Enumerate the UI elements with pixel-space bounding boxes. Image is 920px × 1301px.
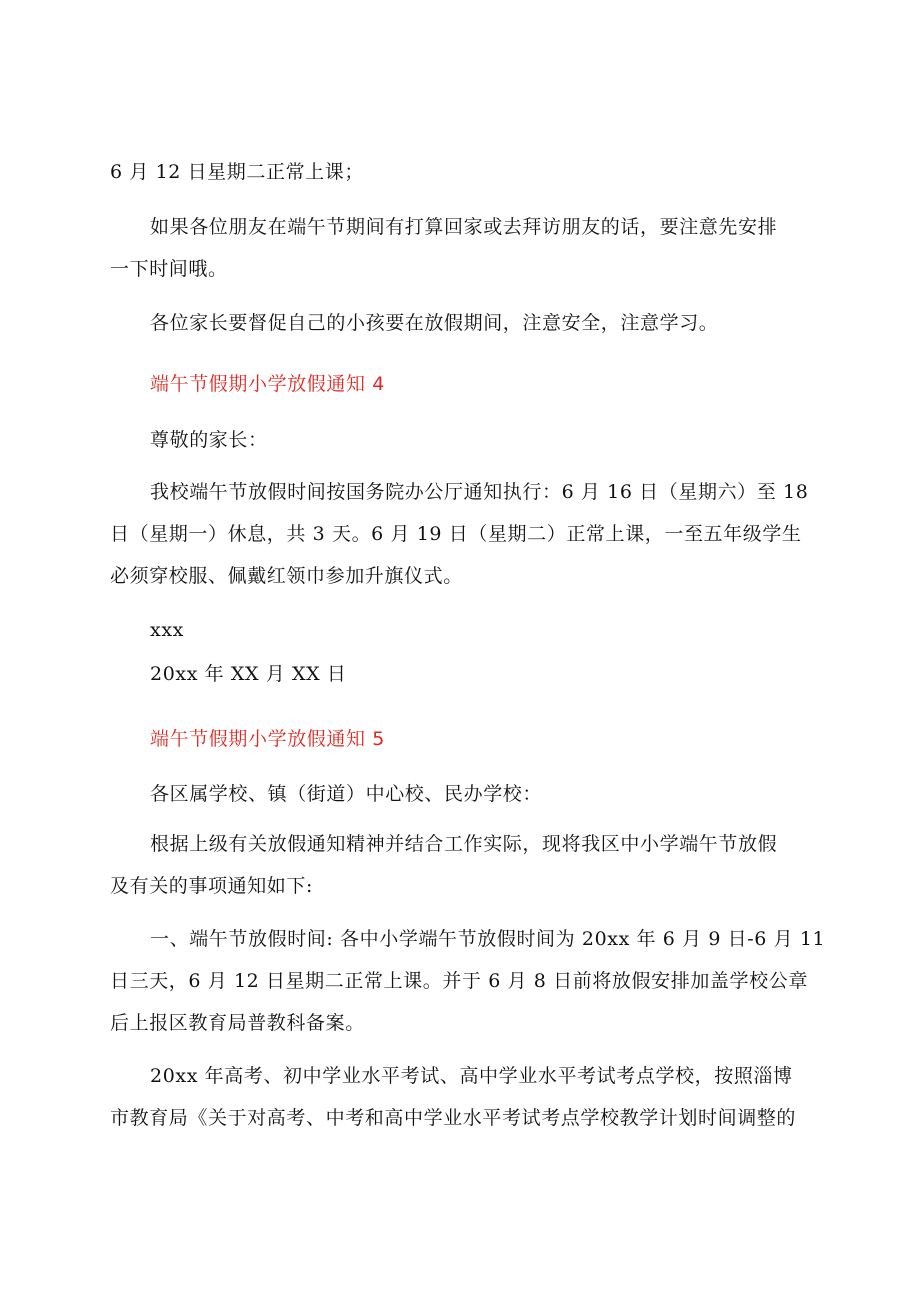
section-heading-5: 端午节假期小学放假通知 5 — [150, 728, 385, 750]
body-text-line: 如果各位朋友在端午节期间有打算回家或去拜访朋友的话，要注意先安排 — [150, 216, 778, 238]
body-text-line: 根据上级有关放假通知精神并结合工作实际，现将我区中小学端午节放假 — [150, 833, 778, 855]
body-text-line: 20xx 年高考、初中学业水平考试、高中学业水平考试考点学校，按照淄博 — [150, 1065, 793, 1087]
date-line: 20xx 年 XX 月 XX 日 — [150, 663, 347, 685]
body-text-line: 6 月 12 日星期二正常上课； — [110, 161, 364, 183]
body-text-line: 一下时间哦。 — [110, 258, 228, 280]
body-text-line: 日（星期一）休息，共 3 天。6 月 19 日（星期二）正常上课，一至五年级学生 — [110, 523, 802, 545]
body-text-line: 各位家长要督促自己的小孩要在放假期间，注意安全，注意学习。 — [150, 312, 719, 334]
body-text-line: 及有关的事项通知如下: — [110, 875, 314, 897]
body-text-line: 我校端午节放假时间按国务院办公厅通知执行：6 月 16 日（星期六）至 18 — [150, 481, 809, 503]
signer: xxx — [150, 619, 184, 641]
salutation: 各区属学校、镇（街道）中心校、民办学校： — [150, 783, 543, 805]
section-heading-4: 端午节假期小学放假通知 4 — [150, 373, 385, 395]
body-text-line: 日三天，6 月 12 日星期二正常上课。并于 6 月 8 日前将放假安排加盖学校公章 — [110, 970, 808, 992]
body-text-line: 市教育局《关于对高考、中考和高中学业水平考试考点学校教学计划时间调整的 — [110, 1107, 797, 1129]
body-text-line: 后上报区教育局普教科备案。 — [110, 1012, 365, 1034]
body-text-line: 一、端午节放假时间: 各中小学端午节放假时间为 20xx 年 6 月 9 日-6 月 11 — [150, 928, 826, 950]
body-text-line: 必须穿校服、佩戴红领巾参加升旗仪式。 — [110, 565, 463, 587]
salutation: 尊敬的家长： — [150, 429, 268, 451]
